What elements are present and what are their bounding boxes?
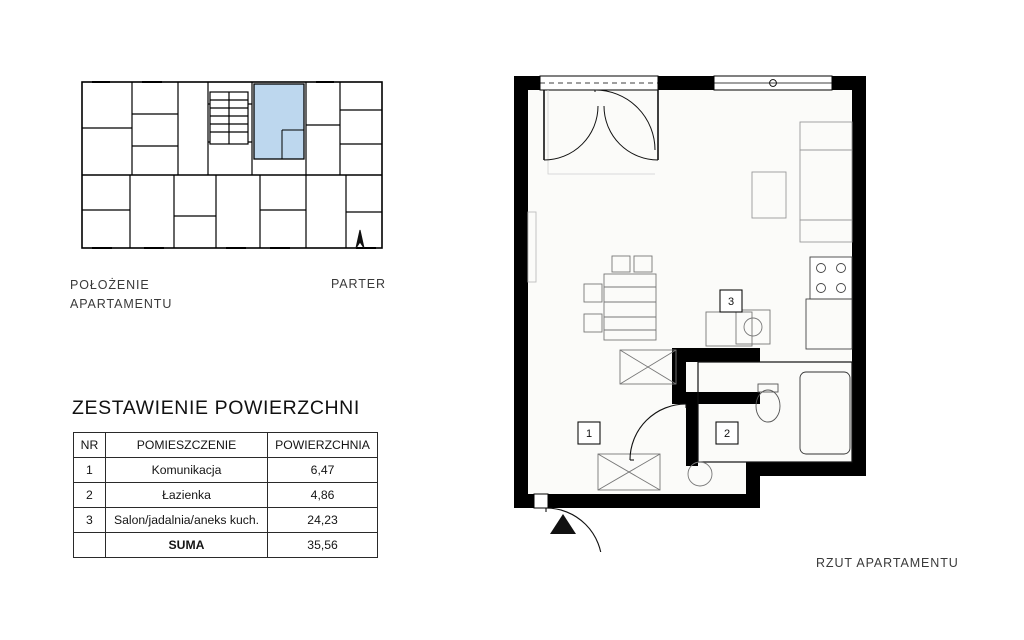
cell-area: 24,23	[268, 508, 378, 533]
table-row	[74, 483, 378, 508]
cell-nr: 1	[74, 458, 106, 483]
cell-sum-area: 35,56	[268, 533, 378, 558]
cell-area: 6,47	[268, 458, 378, 483]
room-marker-2	[716, 422, 738, 444]
table-sum-row	[74, 533, 378, 558]
areas-title: ZESTAWIENIE POWIERZCHNI	[72, 397, 360, 419]
header-area: POWIERZCHNIA	[268, 433, 378, 458]
floor-label: PARTER	[331, 277, 386, 291]
location-label	[70, 276, 240, 314]
cell-nr: 2	[74, 483, 106, 508]
cell-nr: 3	[74, 508, 106, 533]
cell-room: Komunikacja	[105, 458, 267, 483]
entrance-arrow-icon	[550, 514, 576, 534]
plan-caption: RZUT APARTAMENTU	[816, 556, 959, 570]
cell-room: Łazienka	[105, 483, 267, 508]
header-room: POMIESZCZENIE	[105, 433, 267, 458]
cell-area: 4,86	[268, 483, 378, 508]
highlighted-apartment	[254, 84, 304, 159]
areas-table	[73, 432, 378, 558]
apartment-plan-drawing	[500, 62, 900, 552]
room-marker-1-label: 1	[585, 428, 593, 440]
room-marker-3-label: 3	[727, 296, 735, 308]
header-nr: NR	[74, 433, 106, 458]
table-row	[74, 508, 378, 533]
table-header-row	[74, 433, 378, 458]
cell-sum-nr	[74, 533, 106, 558]
room-marker-2-label: 2	[723, 428, 731, 440]
key-plan-diagram	[70, 70, 390, 260]
table-row	[74, 458, 378, 483]
location-label-line1: POŁOŻENIE	[70, 278, 150, 292]
room-marker-3	[720, 290, 742, 312]
cell-sum-label: SUMA	[105, 533, 267, 558]
location-label-line2: APARTAMENTU	[70, 297, 173, 311]
room-marker-1	[578, 422, 600, 444]
cell-room: Salon/jadalnia/aneks kuch.	[105, 508, 267, 533]
